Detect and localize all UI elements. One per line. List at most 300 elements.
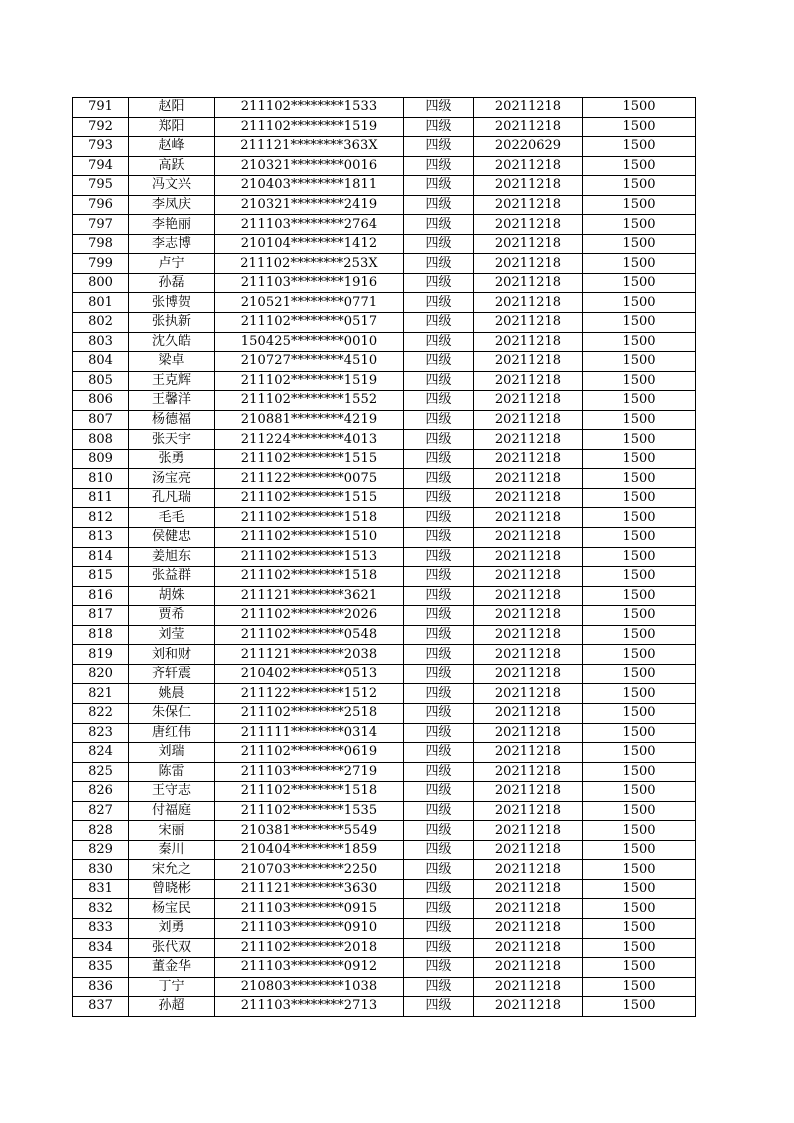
id-number-cell: 211103********1916	[215, 273, 404, 293]
date-cell: 20211218	[474, 332, 583, 352]
date-cell: 20211218	[474, 254, 583, 274]
row-number-cell: 806	[73, 391, 129, 411]
id-number-cell: 211102********2018	[215, 938, 404, 958]
row-number-cell: 795	[73, 176, 129, 196]
row-number-cell: 835	[73, 958, 129, 978]
name-cell: 王馨洋	[129, 391, 215, 411]
date-cell: 20211218	[474, 997, 583, 1017]
row-number-cell: 816	[73, 586, 129, 606]
roster-table-body	[73, 98, 696, 1017]
table-row	[73, 801, 696, 821]
row-number-cell: 829	[73, 840, 129, 860]
amount-cell: 1500	[583, 117, 696, 137]
row-number-cell: 825	[73, 762, 129, 782]
id-number-cell: 211102********2026	[215, 606, 404, 626]
name-cell: 宋允之	[129, 860, 215, 880]
row-number-cell: 836	[73, 977, 129, 997]
table-row	[73, 449, 696, 469]
level-cell: 四级	[404, 997, 474, 1017]
id-number-cell: 210321********0016	[215, 156, 404, 176]
amount-cell: 1500	[583, 508, 696, 528]
name-cell: 梁卓	[129, 352, 215, 372]
id-number-cell: 211224********4013	[215, 430, 404, 450]
name-cell: 贾希	[129, 606, 215, 626]
table-row	[73, 254, 696, 274]
table-row	[73, 234, 696, 254]
id-number-cell: 210104********1412	[215, 234, 404, 254]
table-row	[73, 723, 696, 743]
amount-cell: 1500	[583, 528, 696, 548]
row-number-cell: 819	[73, 645, 129, 665]
table-row	[73, 997, 696, 1017]
amount-cell: 1500	[583, 430, 696, 450]
table-row	[73, 860, 696, 880]
level-cell: 四级	[404, 918, 474, 938]
date-cell: 20211218	[474, 762, 583, 782]
id-number-cell: 210881********4219	[215, 410, 404, 430]
name-cell: 张执新	[129, 313, 215, 333]
amount-cell: 1500	[583, 586, 696, 606]
row-number-cell: 797	[73, 215, 129, 235]
amount-cell: 1500	[583, 664, 696, 684]
date-cell: 20211218	[474, 234, 583, 254]
date-cell: 20211218	[474, 977, 583, 997]
row-number-cell: 792	[73, 117, 129, 137]
id-number-cell: 210381********5549	[215, 821, 404, 841]
name-cell: 郑阳	[129, 117, 215, 137]
level-cell: 四级	[404, 801, 474, 821]
id-number-cell: 211102********1518	[215, 782, 404, 802]
name-cell: 侯健忠	[129, 528, 215, 548]
name-cell: 陈雷	[129, 762, 215, 782]
name-cell: 毛毛	[129, 508, 215, 528]
id-number-cell: 211102********1513	[215, 547, 404, 567]
name-cell: 唐红伟	[129, 723, 215, 743]
name-cell: 张代双	[129, 938, 215, 958]
row-number-cell: 796	[73, 195, 129, 215]
date-cell: 20211218	[474, 723, 583, 743]
level-cell: 四级	[404, 195, 474, 215]
name-cell: 刘莹	[129, 625, 215, 645]
level-cell: 四级	[404, 508, 474, 528]
row-number-cell: 828	[73, 821, 129, 841]
id-number-cell: 211121********2038	[215, 645, 404, 665]
name-cell: 张博贺	[129, 293, 215, 313]
table-row	[73, 586, 696, 606]
date-cell: 20211218	[474, 664, 583, 684]
id-number-cell: 211102********0619	[215, 743, 404, 763]
date-cell: 20211218	[474, 801, 583, 821]
id-number-cell: 211102********0548	[215, 625, 404, 645]
table-row	[73, 371, 696, 391]
amount-cell: 1500	[583, 645, 696, 665]
name-cell: 朱保仁	[129, 703, 215, 723]
id-number-cell: 211122********1512	[215, 684, 404, 704]
table-row	[73, 567, 696, 587]
amount-cell: 1500	[583, 156, 696, 176]
table-row	[73, 762, 696, 782]
date-cell: 20211218	[474, 430, 583, 450]
table-row	[73, 488, 696, 508]
table-row	[73, 782, 696, 802]
row-number-cell: 808	[73, 430, 129, 450]
table-row	[73, 352, 696, 372]
id-number-cell: 210727********4510	[215, 352, 404, 372]
row-number-cell: 791	[73, 98, 129, 118]
date-cell: 20211218	[474, 782, 583, 802]
date-cell: 20211218	[474, 606, 583, 626]
table-row	[73, 879, 696, 899]
id-number-cell: 211102********1552	[215, 391, 404, 411]
table-row	[73, 606, 696, 626]
level-cell: 四级	[404, 938, 474, 958]
name-cell: 孙超	[129, 997, 215, 1017]
row-number-cell: 793	[73, 137, 129, 157]
name-cell: 姜旭东	[129, 547, 215, 567]
table-row	[73, 977, 696, 997]
amount-cell: 1500	[583, 684, 696, 704]
date-cell: 20211218	[474, 860, 583, 880]
table-row	[73, 703, 696, 723]
date-cell: 20211218	[474, 488, 583, 508]
name-cell: 汤宝亮	[129, 469, 215, 489]
level-cell: 四级	[404, 469, 474, 489]
name-cell: 姚晨	[129, 684, 215, 704]
table-row	[73, 664, 696, 684]
table-row	[73, 840, 696, 860]
row-number-cell: 833	[73, 918, 129, 938]
date-cell: 20211218	[474, 391, 583, 411]
name-cell: 付福庭	[129, 801, 215, 821]
row-number-cell: 815	[73, 567, 129, 587]
row-number-cell: 814	[73, 547, 129, 567]
date-cell: 20211218	[474, 684, 583, 704]
level-cell: 四级	[404, 449, 474, 469]
name-cell: 杨宝民	[129, 899, 215, 919]
name-cell: 卢宁	[129, 254, 215, 274]
level-cell: 四级	[404, 137, 474, 157]
date-cell: 20211218	[474, 586, 583, 606]
id-number-cell: 210803********1038	[215, 977, 404, 997]
row-number-cell: 800	[73, 273, 129, 293]
level-cell: 四级	[404, 293, 474, 313]
roster-table	[72, 97, 696, 1017]
amount-cell: 1500	[583, 215, 696, 235]
amount-cell: 1500	[583, 391, 696, 411]
amount-cell: 1500	[583, 137, 696, 157]
row-number-cell: 821	[73, 684, 129, 704]
amount-cell: 1500	[583, 410, 696, 430]
level-cell: 四级	[404, 821, 474, 841]
id-number-cell: 210402********0513	[215, 664, 404, 684]
table-row	[73, 938, 696, 958]
id-number-cell: 211102********1515	[215, 449, 404, 469]
amount-cell: 1500	[583, 547, 696, 567]
level-cell: 四级	[404, 645, 474, 665]
row-number-cell: 807	[73, 410, 129, 430]
date-cell: 20211218	[474, 938, 583, 958]
amount-cell: 1500	[583, 332, 696, 352]
id-number-cell: 211103********2764	[215, 215, 404, 235]
date-cell: 20211218	[474, 293, 583, 313]
amount-cell: 1500	[583, 899, 696, 919]
row-number-cell: 818	[73, 625, 129, 645]
table-row	[73, 684, 696, 704]
row-number-cell: 832	[73, 899, 129, 919]
id-number-cell: 211121********3630	[215, 879, 404, 899]
table-row	[73, 137, 696, 157]
name-cell: 丁宁	[129, 977, 215, 997]
name-cell: 冯文兴	[129, 176, 215, 196]
level-cell: 四级	[404, 860, 474, 880]
id-number-cell: 211102********1518	[215, 567, 404, 587]
table-row	[73, 98, 696, 118]
level-cell: 四级	[404, 156, 474, 176]
table-row	[73, 410, 696, 430]
id-number-cell: 210403********1811	[215, 176, 404, 196]
name-cell: 赵阳	[129, 98, 215, 118]
id-number-cell: 211102********1519	[215, 117, 404, 137]
amount-cell: 1500	[583, 762, 696, 782]
id-number-cell: 211102********1515	[215, 488, 404, 508]
level-cell: 四级	[404, 743, 474, 763]
amount-cell: 1500	[583, 488, 696, 508]
name-cell: 张勇	[129, 449, 215, 469]
date-cell: 20211218	[474, 410, 583, 430]
date-cell: 20211218	[474, 528, 583, 548]
table-row	[73, 313, 696, 333]
table-row	[73, 176, 696, 196]
name-cell: 李艳丽	[129, 215, 215, 235]
level-cell: 四级	[404, 879, 474, 899]
level-cell: 四级	[404, 567, 474, 587]
table-row	[73, 469, 696, 489]
id-number-cell: 210321********2419	[215, 195, 404, 215]
level-cell: 四级	[404, 176, 474, 196]
level-cell: 四级	[404, 528, 474, 548]
amount-cell: 1500	[583, 782, 696, 802]
row-number-cell: 817	[73, 606, 129, 626]
row-number-cell: 812	[73, 508, 129, 528]
name-cell: 高跃	[129, 156, 215, 176]
row-number-cell: 811	[73, 488, 129, 508]
table-row	[73, 430, 696, 450]
row-number-cell: 809	[73, 449, 129, 469]
level-cell: 四级	[404, 547, 474, 567]
amount-cell: 1500	[583, 723, 696, 743]
level-cell: 四级	[404, 234, 474, 254]
id-number-cell: 211102********1519	[215, 371, 404, 391]
level-cell: 四级	[404, 958, 474, 978]
date-cell: 20211218	[474, 958, 583, 978]
name-cell: 张天宇	[129, 430, 215, 450]
level-cell: 四级	[404, 488, 474, 508]
id-number-cell: 211103********0915	[215, 899, 404, 919]
name-cell: 刘勇	[129, 918, 215, 938]
row-number-cell: 822	[73, 703, 129, 723]
date-cell: 20211218	[474, 313, 583, 333]
table-row	[73, 273, 696, 293]
level-cell: 四级	[404, 782, 474, 802]
id-number-cell: 210521********0771	[215, 293, 404, 313]
date-cell: 20211218	[474, 273, 583, 293]
amount-cell: 1500	[583, 821, 696, 841]
name-cell: 孙磊	[129, 273, 215, 293]
level-cell: 四级	[404, 625, 474, 645]
name-cell: 胡姝	[129, 586, 215, 606]
name-cell: 孔凡瑞	[129, 488, 215, 508]
date-cell: 20211218	[474, 469, 583, 489]
id-number-cell: 211103********0912	[215, 958, 404, 978]
amount-cell: 1500	[583, 234, 696, 254]
level-cell: 四级	[404, 117, 474, 137]
id-number-cell: 211102********1510	[215, 528, 404, 548]
id-number-cell: 211102********0517	[215, 313, 404, 333]
level-cell: 四级	[404, 703, 474, 723]
id-number-cell: 211122********0075	[215, 469, 404, 489]
id-number-cell: 211103********2713	[215, 997, 404, 1017]
date-cell: 20211218	[474, 645, 583, 665]
name-cell: 沈久皓	[129, 332, 215, 352]
name-cell: 杨德福	[129, 410, 215, 430]
row-number-cell: 805	[73, 371, 129, 391]
name-cell: 赵峰	[129, 137, 215, 157]
amount-cell: 1500	[583, 176, 696, 196]
id-number-cell: 211121********363X	[215, 137, 404, 157]
date-cell: 20211218	[474, 879, 583, 899]
table-row	[73, 215, 696, 235]
level-cell: 四级	[404, 98, 474, 118]
level-cell: 四级	[404, 430, 474, 450]
date-cell: 20220629	[474, 137, 583, 157]
date-cell: 20211218	[474, 371, 583, 391]
level-cell: 四级	[404, 606, 474, 626]
row-number-cell: 801	[73, 293, 129, 313]
level-cell: 四级	[404, 254, 474, 274]
amount-cell: 1500	[583, 703, 696, 723]
level-cell: 四级	[404, 840, 474, 860]
id-number-cell: 211102********2518	[215, 703, 404, 723]
date-cell: 20211218	[474, 156, 583, 176]
name-cell: 李凤庆	[129, 195, 215, 215]
amount-cell: 1500	[583, 313, 696, 333]
amount-cell: 1500	[583, 977, 696, 997]
amount-cell: 1500	[583, 449, 696, 469]
row-number-cell: 810	[73, 469, 129, 489]
id-number-cell: 211121********3621	[215, 586, 404, 606]
date-cell: 20211218	[474, 98, 583, 118]
row-number-cell: 794	[73, 156, 129, 176]
level-cell: 四级	[404, 332, 474, 352]
name-cell: 刘瑞	[129, 743, 215, 763]
date-cell: 20211218	[474, 899, 583, 919]
level-cell: 四级	[404, 371, 474, 391]
level-cell: 四级	[404, 215, 474, 235]
amount-cell: 1500	[583, 860, 696, 880]
name-cell: 张益群	[129, 567, 215, 587]
amount-cell: 1500	[583, 743, 696, 763]
date-cell: 20211218	[474, 352, 583, 372]
level-cell: 四级	[404, 762, 474, 782]
row-number-cell: 826	[73, 782, 129, 802]
table-row	[73, 332, 696, 352]
table-row	[73, 821, 696, 841]
amount-cell: 1500	[583, 606, 696, 626]
table-row	[73, 391, 696, 411]
name-cell: 董金华	[129, 958, 215, 978]
date-cell: 20211218	[474, 176, 583, 196]
amount-cell: 1500	[583, 879, 696, 899]
date-cell: 20211218	[474, 117, 583, 137]
amount-cell: 1500	[583, 273, 696, 293]
id-number-cell: 211102********1533	[215, 98, 404, 118]
amount-cell: 1500	[583, 98, 696, 118]
row-number-cell: 820	[73, 664, 129, 684]
amount-cell: 1500	[583, 997, 696, 1017]
name-cell: 齐轩震	[129, 664, 215, 684]
level-cell: 四级	[404, 352, 474, 372]
id-number-cell: 211103********0910	[215, 918, 404, 938]
level-cell: 四级	[404, 586, 474, 606]
id-number-cell: 210404********1859	[215, 840, 404, 860]
date-cell: 20211218	[474, 449, 583, 469]
amount-cell: 1500	[583, 469, 696, 489]
table-row	[73, 958, 696, 978]
level-cell: 四级	[404, 313, 474, 333]
amount-cell: 1500	[583, 371, 696, 391]
date-cell: 20211218	[474, 625, 583, 645]
table-row	[73, 293, 696, 313]
table-row	[73, 195, 696, 215]
row-number-cell: 813	[73, 528, 129, 548]
amount-cell: 1500	[583, 254, 696, 274]
date-cell: 20211218	[474, 508, 583, 528]
amount-cell: 1500	[583, 840, 696, 860]
table-row	[73, 508, 696, 528]
level-cell: 四级	[404, 410, 474, 430]
table-row	[73, 528, 696, 548]
date-cell: 20211218	[474, 195, 583, 215]
row-number-cell: 798	[73, 234, 129, 254]
table-row	[73, 117, 696, 137]
amount-cell: 1500	[583, 195, 696, 215]
table-row	[73, 899, 696, 919]
table-row	[73, 625, 696, 645]
name-cell: 王守志	[129, 782, 215, 802]
id-number-cell: 211102********1535	[215, 801, 404, 821]
amount-cell: 1500	[583, 801, 696, 821]
amount-cell: 1500	[583, 958, 696, 978]
row-number-cell: 827	[73, 801, 129, 821]
id-number-cell: 211103********2719	[215, 762, 404, 782]
amount-cell: 1500	[583, 567, 696, 587]
level-cell: 四级	[404, 723, 474, 743]
level-cell: 四级	[404, 899, 474, 919]
row-number-cell: 834	[73, 938, 129, 958]
name-cell: 刘和财	[129, 645, 215, 665]
date-cell: 20211218	[474, 840, 583, 860]
level-cell: 四级	[404, 273, 474, 293]
name-cell: 李志博	[129, 234, 215, 254]
amount-cell: 1500	[583, 352, 696, 372]
amount-cell: 1500	[583, 938, 696, 958]
row-number-cell: 823	[73, 723, 129, 743]
amount-cell: 1500	[583, 918, 696, 938]
row-number-cell: 831	[73, 879, 129, 899]
table-row	[73, 547, 696, 567]
amount-cell: 1500	[583, 293, 696, 313]
date-cell: 20211218	[474, 703, 583, 723]
